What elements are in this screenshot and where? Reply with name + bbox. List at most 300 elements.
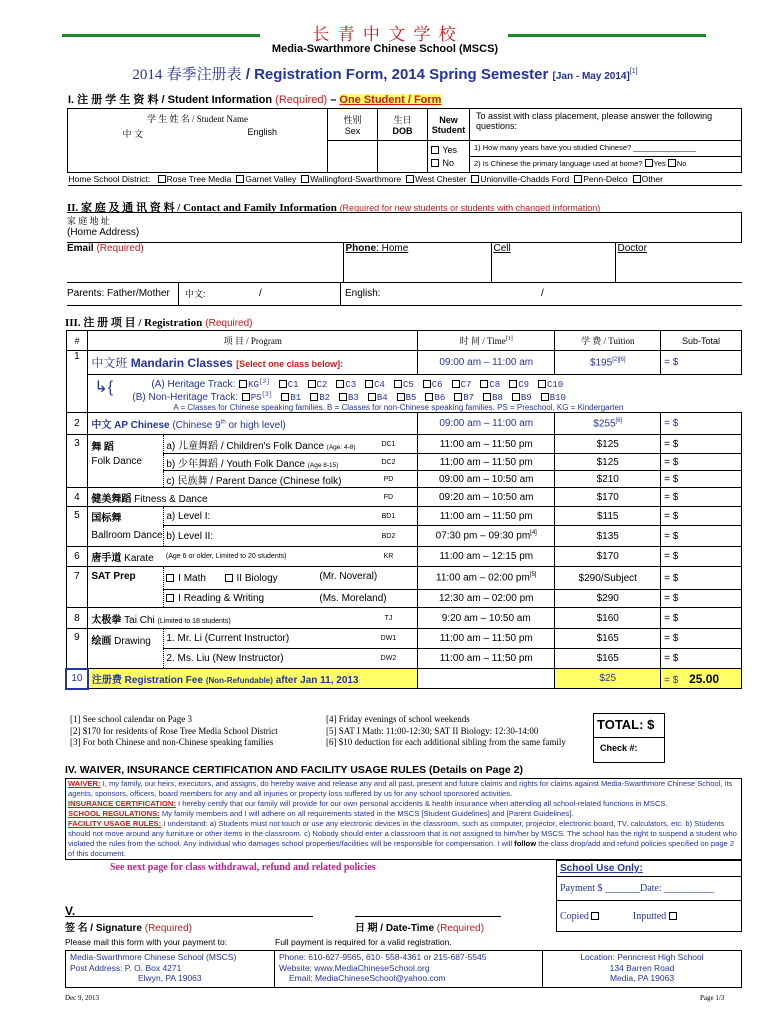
- table-row: [66, 590, 742, 608]
- row3-program: [88, 435, 164, 488]
- heritage-class-label: C3: [345, 380, 357, 390]
- district-label-text: West Chester: [415, 174, 467, 184]
- row2-tuition-note: [6]: [615, 417, 623, 424]
- row1-subtotal[interactable]: = $: [661, 351, 742, 375]
- nonheritage-option[interactable]: [281, 393, 301, 403]
- q2-no-checkbox[interactable]: [668, 159, 676, 167]
- row1-spacer: [66, 375, 88, 413]
- website-line[interactable]: Website: www.MediaChineseSchool.org: [279, 962, 430, 973]
- heritage-class-label: KG: [248, 380, 259, 390]
- row2-time: 09:00 am – 11:00 am: [418, 413, 555, 435]
- question-language: [470, 157, 741, 172]
- row10-nonref: (Non-Refundable): [205, 676, 273, 685]
- arrow-bracket-icon: ↳{: [94, 379, 114, 396]
- phone-home-cell[interactable]: [343, 243, 491, 283]
- heritage-option[interactable]: [239, 380, 270, 390]
- district-checkbox[interactable]: [236, 175, 244, 183]
- district-option[interactable]: [574, 174, 627, 184]
- col-sex-en: Sex: [344, 126, 361, 136]
- row9-name: Drawing: [114, 636, 151, 647]
- row6-subtotal[interactable]: = $: [661, 547, 742, 567]
- nonheritage-checkbox[interactable]: [339, 393, 347, 401]
- facility-label: FACILITY USAGE RULES:: [68, 819, 162, 828]
- col-sex: [328, 109, 378, 141]
- sat-biology-checkbox[interactable]: [225, 574, 233, 582]
- row5b-time-note: [4]: [530, 530, 537, 537]
- row3-num: 3: [66, 435, 88, 488]
- row3a-code: DC1: [360, 435, 418, 454]
- row3b-age: (Age 8-15): [307, 461, 339, 469]
- nonheritage-checkbox[interactable]: [281, 393, 289, 401]
- row3c-text: c) 民族舞 / Parent Dance (Chinese folk): [166, 475, 342, 487]
- nonheritage-checkbox[interactable]: [541, 393, 549, 401]
- row6-program: [88, 547, 164, 567]
- section1-required: (Required): [275, 94, 328, 106]
- date-line[interactable]: [355, 916, 501, 917]
- row5b-tuition: $135: [555, 526, 661, 547]
- row5-cn: 国标舞: [88, 507, 164, 526]
- row3b-code: DC2: [360, 454, 418, 471]
- heritage-option[interactable]: [308, 380, 328, 390]
- row5a-tuition: $115: [555, 507, 661, 526]
- row9a-subtotal[interactable]: = $: [661, 629, 742, 649]
- phone-label: Phone: [345, 243, 377, 254]
- parents-english-label: English:: [345, 288, 381, 299]
- col-english: English: [247, 126, 278, 137]
- date-required: (Required): [436, 923, 485, 934]
- no-label: No: [442, 158, 455, 168]
- follow-word: follow: [514, 839, 537, 848]
- row2-num: 2: [66, 413, 88, 435]
- copied-checkbox[interactable]: [591, 912, 599, 920]
- district-checkbox[interactable]: [633, 175, 641, 183]
- district-option[interactable]: [236, 174, 296, 184]
- nonheritage-class-label: B4: [376, 393, 388, 403]
- col-chinese: 中 文: [122, 128, 143, 139]
- class-tracks: [88, 375, 742, 413]
- row10-num: 10: [66, 669, 88, 689]
- row9b-subtotal[interactable]: = $: [661, 649, 742, 669]
- page-number: Page 1/3: [700, 994, 725, 1002]
- row3b-subtotal[interactable]: = $: [661, 454, 742, 471]
- signature-line[interactable]: [65, 916, 313, 917]
- nonheritage-option[interactable]: [425, 393, 445, 403]
- question-years[interactable]: 1) How many years have you studied Chinese? _______________: [470, 141, 741, 157]
- row5a-code: BD1: [360, 507, 418, 526]
- footnotes-left: [70, 714, 278, 749]
- row3a-age: (Age: 4-8): [326, 443, 356, 451]
- payment-field[interactable]: Payment $ _______Date: __________: [560, 883, 715, 894]
- nonheritage-checkbox[interactable]: [368, 393, 376, 401]
- nonheritage-option[interactable]: [310, 393, 330, 403]
- parents-chinese-field[interactable]: [179, 283, 341, 305]
- row3c-tuition: $210: [555, 471, 661, 488]
- row3a-subtotal[interactable]: = $: [661, 435, 742, 454]
- row2-desc: (Chinese 9: [172, 420, 221, 431]
- row2-cn: 中文: [91, 420, 112, 431]
- heritage-checkbox[interactable]: [365, 380, 373, 388]
- copied-row: [557, 900, 741, 922]
- email-line[interactable]: Email: MediaChineseSchool@yahoo.com: [289, 973, 446, 983]
- row5a-subtotal[interactable]: = $: [661, 507, 742, 526]
- full-payment-note: Full payment is required for a valid registration.: [275, 937, 452, 947]
- row8-num: 8: [66, 608, 88, 629]
- address-line2: Post Address: P. O. Box 4271: [70, 962, 182, 973]
- row2-name: AP Chinese: [114, 420, 170, 431]
- section1-heading: [68, 91, 441, 107]
- total-field[interactable]: TOTAL: $: [594, 714, 664, 738]
- home-address-cell[interactable]: [67, 213, 742, 243]
- row7a-time-note: [5]: [529, 572, 537, 579]
- title-dates: [Jan - May 2014]: [552, 71, 630, 82]
- yes-checkbox[interactable]: [431, 146, 439, 154]
- table-row: [66, 526, 742, 547]
- nonheritage-options: [241, 392, 566, 403]
- section5-num: V.: [65, 904, 76, 918]
- row5-num: 5: [66, 507, 88, 547]
- row1-tuition-value: $195: [589, 357, 613, 369]
- new-no[interactable]: [431, 158, 466, 168]
- table-row: [66, 649, 742, 669]
- heritage-class-label: C10: [547, 380, 564, 390]
- row3b-text: b) 少年舞蹈 / Youth Folk Dance: [166, 458, 305, 470]
- row4-cn: 健美舞蹈: [91, 493, 132, 505]
- col-subtotal: Sub-Total: [661, 331, 742, 351]
- row3-cn: 舞 蹈: [91, 442, 114, 453]
- table-row: [66, 454, 742, 471]
- nonheritage-checkbox[interactable]: [242, 393, 250, 401]
- table-row: [66, 629, 742, 649]
- nonheritage-checkbox[interactable]: [454, 393, 462, 401]
- row7-num: 7: [66, 567, 88, 608]
- row8-time: 9:20 am – 10:50 am: [418, 608, 555, 629]
- email-label: Email: [67, 243, 94, 254]
- insurance-text: I hereby certify that our family will provide for our own personal accidents & health insurance when attending all school-related functions in MSCS.: [177, 799, 668, 808]
- nonheritage-checkbox[interactable]: [397, 393, 405, 401]
- nonheritage-option[interactable]: [512, 393, 532, 403]
- row2-tuition-value: $255: [593, 418, 616, 430]
- table-row: [66, 488, 742, 507]
- row7b-options: [164, 590, 418, 608]
- row1-name: Mandarin Classes: [130, 356, 233, 370]
- cell-label: Cell: [493, 243, 511, 254]
- footnote-4: [4] Friday evenings of school weekends: [326, 714, 470, 724]
- nonheritage-option[interactable]: [397, 393, 417, 403]
- col-dob: [378, 109, 428, 141]
- row7b-tuition: $290: [555, 590, 661, 608]
- school-use-box: [556, 860, 742, 932]
- school-use-title: School Use Only:: [557, 861, 741, 877]
- nonheritage-class-label: B7: [463, 393, 475, 403]
- q2-yes-checkbox[interactable]: [645, 159, 653, 167]
- nonheritage-class-label: B1: [290, 393, 302, 403]
- district-label: Home School District:: [68, 174, 151, 184]
- nonheritage-option[interactable]: [368, 393, 388, 403]
- row1-num: 1: [66, 351, 88, 375]
- row3c-subtotal[interactable]: = $: [661, 471, 742, 488]
- waiver-box: [65, 778, 742, 860]
- mscs-address: [70, 952, 236, 984]
- heritage-option[interactable]: [279, 380, 299, 390]
- section3-title: III. 注 册 项 目 / Registration: [65, 317, 203, 329]
- district-checkbox[interactable]: [301, 175, 309, 183]
- heritage-checkbox[interactable]: [423, 380, 431, 388]
- heritage-class-label: C5: [402, 380, 414, 390]
- heritage-track: [88, 375, 741, 390]
- row6-num: 6: [66, 547, 88, 567]
- title-chinese: 春季注册表: [166, 67, 242, 83]
- heritage-checkbox[interactable]: [279, 380, 287, 388]
- row7a-time-value: 11:00 am – 02:00 pm: [436, 572, 530, 584]
- heritage-option[interactable]: [538, 380, 563, 390]
- row7a-subtotal[interactable]: = $: [661, 567, 742, 590]
- student-name-input[interactable]: [68, 141, 328, 173]
- row2-tuition: [555, 413, 661, 435]
- nonheritage-label: (B) Non-Heritage Track:: [132, 392, 238, 403]
- nonheritage-checkbox[interactable]: [425, 393, 433, 401]
- col-time-note: [1]: [505, 336, 513, 342]
- heritage-note: [3]: [258, 378, 270, 385]
- row5a-label: a) Level I:: [164, 507, 360, 526]
- heritage-class-label: C4: [374, 380, 385, 390]
- row9b-label: 2. Ms. Liu (New Instructor): [164, 649, 360, 669]
- inputted-checkbox[interactable]: [669, 912, 677, 920]
- district-option[interactable]: [301, 174, 401, 184]
- nonheritage-note: [3]: [261, 391, 273, 398]
- title-english: / Registration Form, 2014 Spring Semester: [245, 66, 549, 83]
- nonheritage-checkbox[interactable]: [512, 393, 520, 401]
- nonheritage-class-label: PS: [250, 393, 262, 403]
- row10-subtotal[interactable]: [661, 669, 742, 689]
- heritage-class-label: C8: [489, 380, 501, 390]
- row1-select: [Select one class below]:: [236, 359, 344, 369]
- section1-title: I. 注 册 学 生 资 料 / Student Information: [68, 94, 273, 106]
- row9a-tuition: $165: [555, 629, 661, 649]
- row10-sub-value: 25.00: [689, 671, 720, 686]
- student-name-cell: [68, 109, 328, 141]
- location-line3: Media, PA 19063: [609, 973, 675, 983]
- row5b-subtotal[interactable]: = $: [661, 526, 742, 547]
- heritage-class-label: C6: [431, 380, 443, 390]
- row7a-time: [418, 567, 555, 590]
- row7b-subtotal[interactable]: = $: [661, 590, 742, 608]
- parents-english-slash: /: [541, 288, 544, 299]
- nonheritage-option[interactable]: [339, 393, 359, 403]
- district-label-text: Unionville-Chadds Ford: [480, 174, 570, 184]
- row2-program: [88, 413, 418, 435]
- col-dob-en: DOB: [392, 126, 413, 136]
- heritage-checkbox[interactable]: [538, 380, 546, 388]
- row8-program: [88, 608, 360, 629]
- dob-input[interactable]: [378, 141, 428, 173]
- sat-math-checkbox[interactable]: [166, 574, 174, 582]
- row10-tuition: $25: [555, 669, 661, 689]
- address-en: (Home Address): [67, 227, 140, 238]
- nonheritage-option[interactable]: [242, 393, 273, 403]
- district-label-text: Garnet Valley: [245, 174, 297, 184]
- row1-program: [88, 351, 418, 375]
- sat-reading-checkbox[interactable]: [166, 594, 174, 602]
- heritage-checkbox[interactable]: [239, 380, 247, 388]
- row8-desc: (Limited to 18 students): [157, 617, 231, 625]
- row1-cn: 中文班: [91, 356, 128, 370]
- heritage-option[interactable]: [394, 380, 414, 390]
- heritage-option[interactable]: [423, 380, 443, 390]
- row10-after: after Jan 11, 2013: [275, 675, 359, 686]
- sex-input[interactable]: [328, 141, 378, 173]
- one-student-note: One Student / Form: [339, 94, 442, 106]
- nonheritage-option[interactable]: [483, 393, 503, 403]
- nonheritage-class-label: B3: [348, 393, 359, 403]
- row5b-time: [418, 526, 555, 547]
- row3c-code: PD: [360, 471, 418, 488]
- row3c-label: [164, 471, 360, 488]
- row10-cn: 注册费: [91, 675, 122, 686]
- contact-info: [274, 951, 490, 987]
- district-row: [68, 173, 742, 186]
- heritage-checkbox[interactable]: [394, 380, 402, 388]
- section4-heading: IV. WAIVER, INSURANCE CERTIFICATION AND FACILITY USAGE RULES (Details on Page 2): [65, 764, 523, 776]
- footnote-6: [6] $10 deduction for each additional sibling from the same family: [326, 737, 566, 747]
- district-label-text: Penn-Delco: [583, 174, 628, 184]
- row5-en: Ballroom Dance: [88, 526, 164, 547]
- table-row: [66, 471, 742, 488]
- table-row: [66, 547, 742, 567]
- col-dob-cn: 生日: [393, 115, 412, 125]
- col-student-name: 学 生 姓 名 / Student Name: [147, 113, 248, 124]
- doctor-cell[interactable]: [615, 243, 742, 283]
- row8-subtotal[interactable]: = $: [661, 608, 742, 629]
- assist-text: To assist with class placement, please answer the following questions:: [470, 109, 742, 141]
- new-student-options: [428, 141, 470, 173]
- nonheritage-checkbox[interactable]: [483, 393, 491, 401]
- nonheritage-option[interactable]: [541, 393, 566, 403]
- insurance-para: [68, 799, 739, 809]
- date-en: / Date-Time: [380, 923, 435, 934]
- phone-cell-cell[interactable]: [491, 243, 615, 283]
- row2-desc2: or high level): [225, 420, 286, 431]
- waiver-para: [68, 779, 739, 799]
- signature-label: [65, 919, 192, 934]
- check-field[interactable]: Check #:: [600, 743, 638, 753]
- nonheritage-track: [88, 390, 741, 403]
- table-row: [66, 608, 742, 629]
- heritage-label: (A) Heritage Track:: [151, 379, 236, 390]
- row3a-time: 11:00 am – 11:50 pm: [418, 435, 555, 454]
- district-option[interactable]: [158, 174, 232, 184]
- heritage-option[interactable]: [480, 380, 500, 390]
- row8-tuition: $160: [555, 608, 661, 629]
- row7-name: SAT Prep: [88, 567, 164, 608]
- heritage-checkbox[interactable]: [452, 380, 460, 388]
- row4-tuition: $170: [555, 488, 661, 507]
- q2-no-label: No: [676, 159, 687, 168]
- heritage-checkbox[interactable]: [509, 380, 517, 388]
- new-yes[interactable]: [431, 145, 466, 155]
- row3-en: Folk Dance: [91, 456, 142, 467]
- row9-num: 9: [66, 629, 88, 669]
- heritage-checkbox[interactable]: [308, 380, 316, 388]
- nonheritage-class-label: B5: [405, 393, 417, 403]
- table-row: [66, 413, 742, 435]
- row4-name: Fitness & Dance: [134, 493, 208, 505]
- table-row: [66, 375, 742, 413]
- row9a-time: 11:00 am – 11:50 pm: [418, 629, 555, 649]
- email-cell[interactable]: [67, 243, 343, 283]
- heritage-checkbox[interactable]: [336, 380, 344, 388]
- email-required: (Required): [96, 243, 144, 254]
- district-checkbox[interactable]: [574, 175, 582, 183]
- parents-english-field[interactable]: [341, 283, 742, 305]
- row4-subtotal[interactable]: = $: [661, 488, 742, 507]
- heritage-options: [238, 379, 563, 390]
- row9-cn: 绘画: [91, 636, 112, 647]
- see-next-page: See next page for class withdrawal, refund and related policies: [110, 862, 376, 873]
- district-checkbox[interactable]: [158, 175, 166, 183]
- row5b-code: BD2: [360, 526, 418, 547]
- address-cn: 家 庭 地 址: [67, 216, 110, 226]
- nonheritage-checkbox[interactable]: [310, 393, 318, 401]
- row5b-time-value: 07:30 pm – 09:30 pm: [435, 530, 531, 542]
- nonheritage-class-label: B10: [549, 393, 566, 403]
- title-footnote: [1]: [629, 68, 638, 75]
- row9b-code: DW2: [360, 649, 418, 669]
- insurance-label: INSURANCE CERTIFICATION:: [68, 799, 176, 808]
- regulations-para: [68, 809, 739, 819]
- row6-time: 11:00 am – 12:15 pm: [418, 547, 555, 567]
- question-language-text: 2) Is Chinese the primary language used at home?: [474, 159, 643, 168]
- row10-time: [418, 669, 555, 689]
- no-checkbox[interactable]: [431, 159, 439, 167]
- district-checkbox[interactable]: [406, 175, 414, 183]
- heritage-option[interactable]: [365, 380, 385, 390]
- district-option[interactable]: [406, 174, 466, 184]
- row3c-time: 09:00 am – 10:50 am: [418, 471, 555, 488]
- form-title: [0, 63, 770, 84]
- mail-instruction: Please mail this form with your payment to:: [65, 937, 228, 947]
- location-line2: 134 Barren Road: [609, 962, 675, 973]
- district-options: [153, 174, 663, 184]
- row9b-time: 11:00 am – 11:50 pm: [418, 649, 555, 669]
- doc-date: Dec 9, 2013: [65, 994, 100, 1002]
- heritage-checkbox[interactable]: [480, 380, 488, 388]
- title-year: 2014: [132, 67, 163, 83]
- district-checkbox[interactable]: [471, 175, 479, 183]
- row6-tuition: $170: [555, 547, 661, 567]
- nonheritage-option[interactable]: [454, 393, 474, 403]
- footnote-2: [2] $170 for residents of Rose Tree Media School District: [70, 725, 278, 736]
- heritage-class-label: C9: [518, 380, 530, 390]
- heritage-option[interactable]: [336, 380, 356, 390]
- district-option[interactable]: [633, 174, 663, 184]
- signature-cn: 签 名: [65, 923, 88, 934]
- heritage-option[interactable]: [509, 380, 529, 390]
- heritage-option[interactable]: [452, 380, 472, 390]
- row9b-tuition: $165: [555, 649, 661, 669]
- facility-para: [68, 819, 739, 859]
- district-option[interactable]: [471, 174, 569, 184]
- row9a-label: 1. Mr. Li (Current Instructor): [164, 629, 360, 649]
- footnote-5: [5] SAT I Math: 11:00-12:30; SAT II Biology: 12:30-14:00: [326, 725, 539, 736]
- sat-biology-label: II Biology: [236, 572, 278, 584]
- footnote-3: [3] For both Chinese and non-Chinese speaking families: [70, 737, 274, 747]
- row7a-options: [164, 567, 418, 590]
- section1-dash: –: [330, 94, 337, 106]
- row3a-label: [164, 435, 360, 454]
- row4-num: 4: [66, 488, 88, 507]
- row2-subtotal[interactable]: = $: [661, 413, 742, 435]
- row3b-tuition: $125: [555, 454, 661, 471]
